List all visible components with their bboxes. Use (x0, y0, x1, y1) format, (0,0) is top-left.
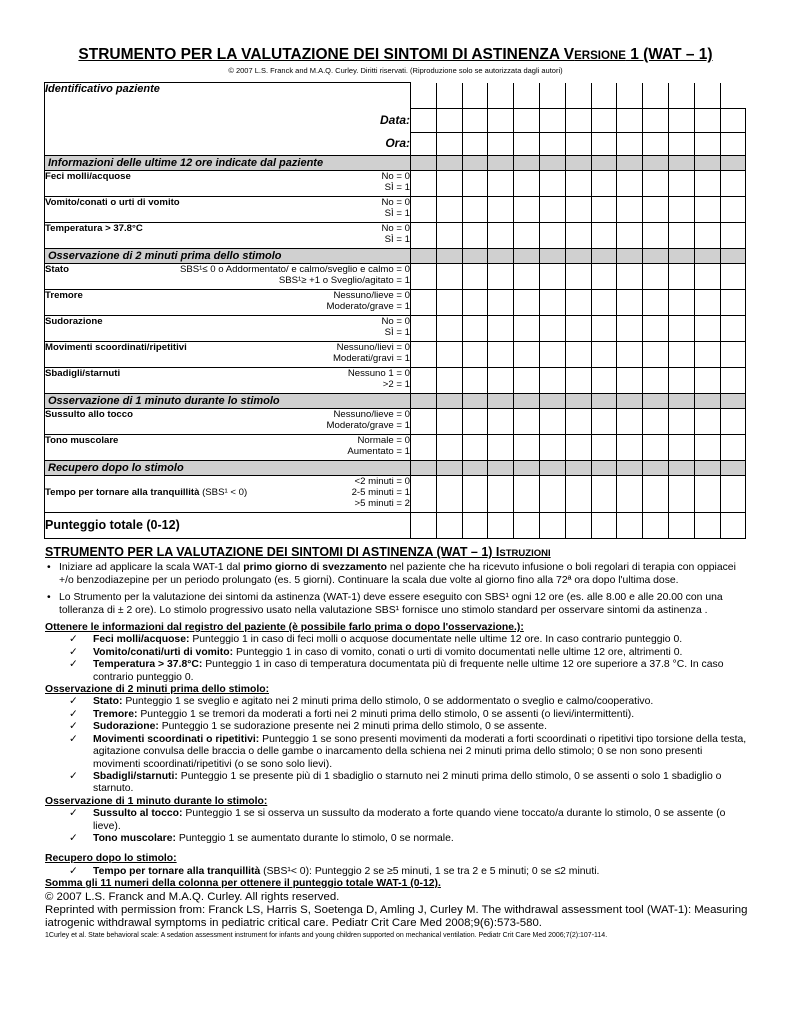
score-cell[interactable] (565, 223, 591, 249)
score-cell[interactable] (539, 249, 565, 264)
score-cell[interactable] (720, 109, 746, 133)
copyright-notice: © 2007 L.S. Franck and M.A.Q. Curley. Diritti riservati. (Riproduzione solo se autorizzata dagli autori) (228, 66, 563, 75)
score-cell[interactable] (565, 394, 591, 409)
section-header: Recupero dopo lo stimolo (45, 461, 411, 476)
instructions-section (45, 546, 750, 942)
score-cell[interactable] (436, 264, 462, 290)
score-cell[interactable] (539, 264, 565, 290)
score-cell[interactable] (539, 156, 565, 171)
score-cell[interactable] (694, 368, 720, 394)
score-cell[interactable] (462, 409, 488, 435)
score-cell[interactable] (694, 461, 720, 476)
score-cell[interactable] (565, 156, 591, 171)
blank-cell (720, 83, 746, 109)
score-cell[interactable] (720, 171, 746, 197)
score-cell[interactable] (694, 409, 720, 435)
score-cell[interactable] (720, 197, 746, 223)
score-cell[interactable] (720, 394, 746, 409)
blank-cell (617, 83, 643, 109)
blank-cell (462, 83, 488, 109)
item-row: Movimenti scoordinati/ripetitivi Nessuno/lievi = 0 Moderati/gravi = 1 (45, 342, 411, 368)
score-cell[interactable] (488, 264, 514, 290)
score-cell[interactable] (643, 249, 669, 264)
check-item: ✓ Stato: Punteggio 1 se sveglio e agitato nei 2 minuti prima dello stimolo, 0 se addormentato o sveglio e calmo/cooperativo. (45, 696, 750, 708)
score-cell[interactable] (720, 290, 746, 316)
score-cell[interactable] (617, 223, 643, 249)
score-cell[interactable] (617, 368, 643, 394)
score-cell[interactable] (720, 409, 746, 435)
score-cell[interactable] (462, 109, 488, 133)
score-cell[interactable] (565, 290, 591, 316)
score-cell[interactable] (617, 109, 643, 133)
score-cell[interactable] (617, 156, 643, 171)
score-cell[interactable] (565, 316, 591, 342)
score-cell[interactable] (565, 264, 591, 290)
date-label: Data: (45, 109, 411, 133)
score-cell[interactable] (591, 409, 617, 435)
instruction-heading: Ottenere le informazioni dal registro del paziente (è possibile farlo prima o dopo l'osservazione.): (45, 622, 524, 634)
score-cell[interactable] (720, 223, 746, 249)
score-cell[interactable] (514, 171, 540, 197)
score-cell[interactable] (668, 316, 694, 342)
score-cell[interactable] (514, 109, 540, 133)
score-cell[interactable] (591, 513, 617, 539)
score-cell[interactable] (514, 156, 540, 171)
score-cell[interactable] (462, 133, 488, 156)
score-cell[interactable] (643, 476, 669, 513)
instruction-bullet: • Iniziare ad applicare la scala WAT-1 dal primo giorno di svezzamento nel paziente che ha ricevuto infusione o boli regolari di terapia con oppiacei +/o benzodiazepine per un periodo prolungato (es. 5 giorni). Continuare la scala due volte al giorno fino alla 72ª ora dopo l'ultima dose. (45, 562, 750, 587)
instructions-bullets (45, 562, 750, 617)
score-cell[interactable] (694, 342, 720, 368)
score-cell[interactable] (436, 171, 462, 197)
score-cell[interactable] (436, 513, 462, 539)
score-cell[interactable] (643, 133, 669, 156)
score-cell[interactable] (514, 342, 540, 368)
score-cell[interactable] (694, 264, 720, 290)
blank-cell (514, 83, 540, 109)
score-cell[interactable] (591, 264, 617, 290)
score-cell[interactable] (462, 316, 488, 342)
blank-cell (591, 83, 617, 109)
score-cell[interactable] (514, 394, 540, 409)
score-cell[interactable] (539, 435, 565, 461)
score-cell[interactable] (668, 476, 694, 513)
score-cell[interactable] (591, 197, 617, 223)
score-cell[interactable] (411, 342, 437, 368)
score-cell[interactable] (539, 133, 565, 156)
check-item: ✓ Feci molli/acquose: Punteggio 1 in caso di feci molli o acquose documentate nelle ultime 12 ore. In caso contrario punteggio 0. (45, 634, 750, 646)
score-cell[interactable] (514, 368, 540, 394)
score-cell[interactable] (720, 368, 746, 394)
score-cell[interactable] (462, 197, 488, 223)
score-cell[interactable] (720, 461, 746, 476)
score-cell[interactable] (462, 290, 488, 316)
score-cell[interactable] (617, 513, 643, 539)
score-cell[interactable] (514, 290, 540, 316)
score-cell[interactable] (411, 409, 437, 435)
score-cell[interactable] (565, 513, 591, 539)
score-cell[interactable] (643, 342, 669, 368)
score-cell[interactable] (462, 513, 488, 539)
score-cell[interactable] (720, 342, 746, 368)
score-cell[interactable] (565, 409, 591, 435)
score-cell[interactable] (617, 394, 643, 409)
score-cell[interactable] (668, 394, 694, 409)
score-cell[interactable] (565, 368, 591, 394)
score-cell[interactable] (436, 435, 462, 461)
item-row: Sudorazione No = 0 SÌ = 1 (45, 316, 411, 342)
score-cell[interactable] (591, 133, 617, 156)
score-cell[interactable] (462, 249, 488, 264)
score-cell[interactable] (591, 461, 617, 476)
blank-cell (565, 83, 591, 109)
score-cell[interactable] (514, 223, 540, 249)
score-cell[interactable] (514, 197, 540, 223)
item-row: Sbadigli/starnuti Nessuno 1 = 0 >2 = 1 (45, 368, 411, 394)
score-cell[interactable] (617, 264, 643, 290)
wat-score-table (44, 82, 746, 539)
score-cell[interactable] (436, 109, 462, 133)
total-label: Punteggio totale (0-12) (45, 513, 411, 539)
score-cell[interactable] (694, 171, 720, 197)
score-cell[interactable] (617, 249, 643, 264)
item-row: Stato SBS¹≤ 0 o Addormentato/ e calmo/sveglio e calmo = 0 SBS¹≥ +1 o Sveglio/agitato = 1 (45, 264, 411, 290)
score-cell[interactable] (617, 435, 643, 461)
score-cell[interactable] (436, 249, 462, 264)
score-cell[interactable] (411, 133, 437, 156)
score-cell[interactable] (462, 223, 488, 249)
score-cell[interactable] (617, 409, 643, 435)
score-cell[interactable] (411, 290, 437, 316)
check-item: ✓ Temperatura > 37.8°C: Punteggio 1 in caso di temperatura documentata più di frequente nelle ultime 12 ore superiore a 37.8 °C. In caso contrario punteggio 0. (45, 659, 750, 684)
score-cell[interactable] (668, 171, 694, 197)
score-cell[interactable] (668, 223, 694, 249)
score-cell[interactable] (539, 342, 565, 368)
score-cell[interactable] (694, 476, 720, 513)
item-row: Tempo per tornare alla tranquillità (SBS¹ < 0) <2 minuti = 0 2-5 minuti = 1 >5 minuti = 2 (45, 476, 411, 513)
score-cell[interactable] (643, 394, 669, 409)
check-item: ✓ Movimenti scoordinati o ripetitivi: Punteggio 1 se sono presenti movimenti da moderati a forti scoordinati o ripetitivi tipo torsione della testa, agitazione convulsa delle braccia o delle gambe o inarcamento della schiena nei 2 minuti prima dello stimolo; 0 se non sono presenti movimenti scoordinati/ripetitivi (o se sono solo lievi). (45, 734, 750, 771)
score-cell[interactable] (488, 316, 514, 342)
score-cell[interactable] (488, 156, 514, 171)
instruction-heading: Osservazione di 2 minuti prima dello stimolo: (45, 684, 270, 696)
score-cell[interactable] (514, 133, 540, 156)
score-cell[interactable] (411, 249, 437, 264)
score-cell[interactable] (720, 316, 746, 342)
check-item: ✓ Vomito/conati/urti di vomito: Punteggio 1 in caso di vomito, conati o urti di vomito documentati nelle ultime 12 ore, altrimenti 0. (45, 647, 750, 659)
score-cell[interactable] (643, 109, 669, 133)
item-row: Tremore Nessuno/lieve = 0 Moderato/grave = 1 (45, 290, 411, 316)
score-cell[interactable] (539, 171, 565, 197)
score-cell[interactable] (411, 368, 437, 394)
item-row: Temperatura > 37.8°C No = 0 SÌ = 1 (45, 223, 411, 249)
score-cell[interactable] (488, 409, 514, 435)
score-cell[interactable] (411, 109, 437, 133)
score-cell[interactable] (643, 223, 669, 249)
score-cell[interactable] (591, 476, 617, 513)
score-cell[interactable] (565, 171, 591, 197)
blank-cell (643, 83, 669, 109)
item-row: Tono muscolare Normale = 0 Aumentato = 1 (45, 435, 411, 461)
score-cell[interactable] (565, 109, 591, 133)
score-cell[interactable] (668, 342, 694, 368)
blank-cell (668, 83, 694, 109)
score-cell[interactable] (462, 435, 488, 461)
score-cell[interactable] (591, 435, 617, 461)
score-cell[interactable] (591, 223, 617, 249)
score-cell[interactable] (720, 156, 746, 171)
score-cell[interactable] (411, 316, 437, 342)
score-cell[interactable] (617, 197, 643, 223)
instructions-title: STRUMENTO PER LA VALUTAZIONE DEI SINTOMI DI ASTINENZA (WAT – 1) ISTRUZIONI (45, 545, 551, 559)
score-cell[interactable] (643, 156, 669, 171)
score-cell[interactable] (462, 368, 488, 394)
score-cell[interactable] (411, 156, 437, 171)
check-item: ✓ Tremore: Punteggio 1 se tremori da moderati a forti nei 2 minuti prima dello stimolo, 0 se assenti (o lievi/intermittenti). (45, 709, 750, 721)
score-cell[interactable] (411, 223, 437, 249)
score-cell[interactable] (411, 476, 437, 513)
score-cell[interactable] (436, 461, 462, 476)
blank-cell (436, 83, 462, 109)
blank-cell (694, 83, 720, 109)
score-cell[interactable] (591, 249, 617, 264)
score-cell[interactable] (565, 435, 591, 461)
score-cell[interactable] (617, 461, 643, 476)
time-label: Ora: (45, 133, 411, 156)
score-cell[interactable] (694, 513, 720, 539)
score-cell[interactable] (643, 316, 669, 342)
score-cell[interactable] (436, 476, 462, 513)
score-cell[interactable] (488, 197, 514, 223)
score-cell[interactable] (694, 316, 720, 342)
score-cell[interactable] (694, 156, 720, 171)
score-cell[interactable] (539, 513, 565, 539)
score-cell[interactable] (436, 368, 462, 394)
score-cell[interactable] (694, 394, 720, 409)
score-cell[interactable] (539, 290, 565, 316)
score-cell[interactable] (488, 435, 514, 461)
section-header: Osservazione di 1 minuto durante lo stimolo (45, 394, 411, 409)
check-item: ✓ Sussulto al tocco: Punteggio 1 se si osserva un sussulto da moderato a forte quando viene toccato/a durante lo stimolo, 0 se assente (o lieve). (45, 808, 750, 833)
score-cell[interactable] (643, 461, 669, 476)
score-cell[interactable] (488, 290, 514, 316)
score-cell[interactable] (668, 461, 694, 476)
score-cell[interactable] (643, 513, 669, 539)
reprint-citation: Reprinted with permission from: Franck LS, Harris S, Soetenga D, Amling J, Curley M. The withdrawal assessment tool (WAT-1): Measuring iatrogenic withdrawal symptoms in pediatric critical care. Pediatr Crit Care Med 2008;9(6):573-580. (45, 903, 748, 929)
score-cell[interactable] (591, 171, 617, 197)
score-cell[interactable] (436, 316, 462, 342)
score-cell[interactable] (436, 223, 462, 249)
blank-cell (539, 83, 565, 109)
score-cell[interactable] (488, 342, 514, 368)
instruction-heading: Osservazione di 1 minuto durante lo stimolo: (45, 795, 268, 807)
score-cell[interactable] (668, 513, 694, 539)
score-cell[interactable] (694, 133, 720, 156)
score-cell[interactable] (617, 133, 643, 156)
check-item: ✓ Sudorazione: Punteggio 1 se sudorazione presente nei 2 minuti prima dello stimolo, 0 se assente. (45, 721, 750, 733)
score-cell[interactable] (694, 435, 720, 461)
score-cell[interactable] (488, 133, 514, 156)
score-cell[interactable] (694, 290, 720, 316)
score-cell[interactable] (591, 368, 617, 394)
score-cell[interactable] (539, 409, 565, 435)
item-row: Vomito/conati o urti di vomito No = 0 SÌ = 1 (45, 197, 411, 223)
score-cell[interactable] (411, 435, 437, 461)
score-cell[interactable] (488, 223, 514, 249)
score-cell[interactable] (514, 476, 540, 513)
score-cell[interactable] (720, 249, 746, 264)
item-row: Feci molli/acquose No = 0 SÌ = 1 (45, 171, 411, 197)
score-cell[interactable] (565, 197, 591, 223)
score-cell[interactable] (462, 342, 488, 368)
form-title: STRUMENTO PER LA VALUTAZIONE DEI SINTOMI DI ASTINENZA VERSIONE 1 (WAT – 1) (78, 46, 713, 63)
score-cell[interactable] (617, 342, 643, 368)
score-cell[interactable] (591, 316, 617, 342)
blank-cell (411, 83, 437, 109)
score-cell[interactable] (565, 133, 591, 156)
score-cell[interactable] (488, 394, 514, 409)
score-cell[interactable] (436, 409, 462, 435)
score-cell[interactable] (565, 249, 591, 264)
score-cell[interactable] (694, 249, 720, 264)
score-cell[interactable] (411, 461, 437, 476)
score-cell[interactable] (514, 435, 540, 461)
score-cell[interactable] (514, 409, 540, 435)
score-cell[interactable] (617, 290, 643, 316)
instruction-heading: Recupero dopo lo stimolo: (45, 853, 177, 865)
score-cell[interactable] (617, 171, 643, 197)
score-cell[interactable] (488, 461, 514, 476)
score-cell[interactable] (720, 476, 746, 513)
score-cell[interactable] (668, 109, 694, 133)
score-cell[interactable] (720, 513, 746, 539)
score-cell[interactable] (539, 461, 565, 476)
score-cell[interactable] (668, 133, 694, 156)
score-cell[interactable] (462, 156, 488, 171)
score-cell[interactable] (591, 290, 617, 316)
score-cell[interactable] (462, 461, 488, 476)
score-cell[interactable] (668, 264, 694, 290)
score-cell[interactable] (643, 264, 669, 290)
score-cell[interactable] (591, 156, 617, 171)
check-item: ✓ Tono muscolare: Punteggio 1 se aumentato durante lo stimolo, 0 se normale. (45, 833, 750, 845)
score-cell[interactable] (643, 290, 669, 316)
score-cell[interactable] (539, 394, 565, 409)
score-cell[interactable] (514, 249, 540, 264)
score-cell[interactable] (539, 197, 565, 223)
score-cell[interactable] (565, 342, 591, 368)
score-cell[interactable] (411, 264, 437, 290)
score-cell[interactable] (668, 290, 694, 316)
score-cell[interactable] (617, 316, 643, 342)
score-cell[interactable] (694, 223, 720, 249)
score-cell[interactable] (668, 156, 694, 171)
score-cell[interactable] (643, 409, 669, 435)
score-cell[interactable] (668, 409, 694, 435)
score-cell[interactable] (436, 133, 462, 156)
blank-cell (488, 83, 514, 109)
score-cell[interactable] (488, 171, 514, 197)
score-cell[interactable] (668, 197, 694, 223)
score-cell[interactable] (539, 368, 565, 394)
score-cell[interactable] (436, 342, 462, 368)
score-cell[interactable] (591, 109, 617, 133)
score-cell[interactable] (720, 133, 746, 156)
score-cell[interactable] (436, 290, 462, 316)
patient-id-label: Identificativo paziente (45, 83, 411, 109)
score-cell[interactable] (539, 316, 565, 342)
score-cell[interactable] (436, 197, 462, 223)
score-cell[interactable] (488, 476, 514, 513)
score-cell[interactable] (720, 435, 746, 461)
score-cell[interactable] (488, 513, 514, 539)
score-cell[interactable] (411, 394, 437, 409)
score-cell[interactable] (462, 476, 488, 513)
score-cell[interactable] (668, 368, 694, 394)
footnote: 1Curley et al. State behavioral scale: A sedation assessment instrument for infants and young children supported on mechanical ventilation. Pediatr Crit Care Med 2006;7(2):107-114. (45, 931, 608, 939)
score-cell[interactable] (591, 342, 617, 368)
section-header: Osservazione di 2 minuti prima dello stimolo (45, 249, 411, 264)
score-cell[interactable] (565, 476, 591, 513)
score-cell[interactable] (539, 223, 565, 249)
score-cell[interactable] (514, 461, 540, 476)
score-cell[interactable] (462, 394, 488, 409)
score-cell[interactable] (411, 513, 437, 539)
score-cell[interactable] (488, 368, 514, 394)
score-cell[interactable] (514, 513, 540, 539)
score-cell[interactable] (514, 316, 540, 342)
score-cell[interactable] (694, 109, 720, 133)
item-row: Sussulto allo tocco Nessuno/lieve = 0 Moderato/grave = 1 (45, 409, 411, 435)
score-cell[interactable] (411, 197, 437, 223)
score-cell[interactable] (565, 461, 591, 476)
check-item: ✓ Sbadigli/starnuti: Punteggio 1 se presente più di 1 sbadiglio o starnuto nei 2 minuti prima dello stimolo, 0 se assenti o solo 1 sbadiglio o starnuto. (45, 771, 750, 796)
score-cell[interactable] (539, 109, 565, 133)
score-cell[interactable] (720, 264, 746, 290)
sum-instruction: Somma gli 11 numeri della colonna per ottenere il punteggio totale WAT-1 (0-12). (45, 878, 441, 890)
score-cell[interactable] (668, 249, 694, 264)
score-cell[interactable] (617, 476, 643, 513)
score-cell[interactable] (643, 171, 669, 197)
score-cell[interactable] (591, 394, 617, 409)
score-cell[interactable] (668, 435, 694, 461)
score-cell[interactable] (488, 109, 514, 133)
instruction-bullet: • Lo Strumento per la valutazione dei sintomi da astinenza (WAT-1) deve essere eseguito con SBS¹ ogni 12 ore (es. alle 8.00 e alle 20.00 con una tolleranza di ± 2 ore). Lo stimolo progressivo usato nella valutazione SBS¹ fornisce uno stimolo standard per osservare sintomi da astinenza . (45, 592, 750, 617)
score-cell[interactable] (411, 171, 437, 197)
score-cell[interactable] (436, 394, 462, 409)
check-item: ✓ Tempo per tornare alla tranquillità (SBS¹< 0): Punteggio 2 se ≥5 minuti, 1 se tra 2 e 5 minuti; 0 se ≤2 minuti. (45, 866, 750, 878)
score-cell[interactable] (539, 476, 565, 513)
score-cell[interactable] (462, 264, 488, 290)
score-cell[interactable] (462, 171, 488, 197)
score-cell[interactable] (643, 197, 669, 223)
copyright-english: © 2007 L.S. Franck and M.A.Q. Curley. All rights reserved. (45, 890, 340, 903)
section-header: Informazioni delle ultime 12 ore indicate dal paziente (45, 156, 411, 171)
score-cell[interactable] (643, 368, 669, 394)
score-cell[interactable] (514, 264, 540, 290)
score-cell[interactable] (436, 156, 462, 171)
score-cell[interactable] (694, 197, 720, 223)
score-cell[interactable] (643, 435, 669, 461)
score-cell[interactable] (488, 249, 514, 264)
